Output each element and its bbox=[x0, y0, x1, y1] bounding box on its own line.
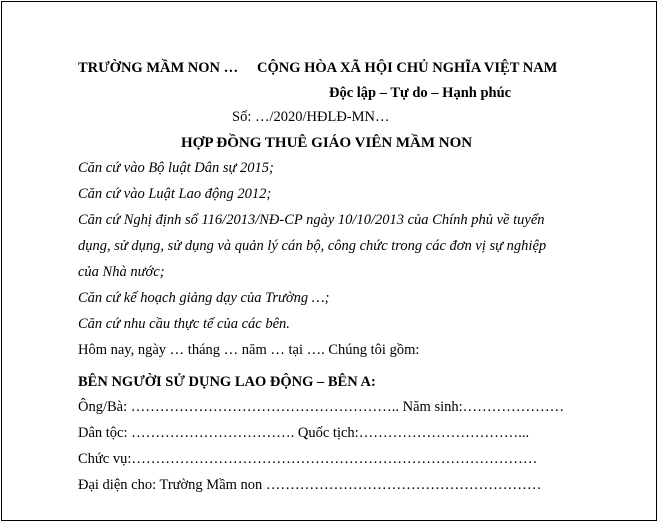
school-name: TRƯỜNG MẦM NON … bbox=[78, 60, 239, 76]
party-a-heading: BÊN NGƯỜI SỬ DỤNG LAO ĐỘNG – BÊN A: bbox=[78, 374, 376, 390]
contract-number: Số: …/2020/HĐLĐ-MN… bbox=[232, 109, 390, 125]
page-border bbox=[1, 1, 657, 521]
legal-basis-3c: của Nhà nước; bbox=[78, 264, 165, 280]
party-a-position-field: Chức vụ:………………………………………………………………………… bbox=[78, 451, 538, 467]
legal-basis-3b: dụng, sử dụng, sử dụng và quản lý cán bộ, công chức trong các đơn vị sự nghiệp bbox=[78, 238, 547, 254]
party-a-represent-field: Đại diện cho: Trường Mầm non ………………………………………………… bbox=[78, 477, 542, 493]
party-a-name-field: Ông/Bà: ……………………………………………….. Năm sinh:………………… bbox=[78, 399, 565, 415]
legal-basis-5: Căn cứ nhu cầu thực tế của các bên. bbox=[78, 316, 290, 332]
motto: Độc lập – Tự do – Hạnh phúc bbox=[329, 85, 512, 101]
legal-basis-1: Căn cứ vào Bộ luật Dân sự 2015; bbox=[78, 160, 274, 176]
party-a-ethnicity-field: Dân tộc: ……………………………. Quốc tịch:……………………………... bbox=[78, 425, 530, 441]
intro-text: Hôm nay, ngày … tháng … năm … tại …. Chúng tôi gồm: bbox=[78, 342, 420, 358]
legal-basis-2: Căn cứ vào Luật Lao động 2012; bbox=[78, 186, 272, 202]
legal-basis-4: Căn cứ kế hoạch giảng dạy của Trường …; bbox=[78, 290, 330, 306]
legal-basis-3a: Căn cứ Nghị định số 116/2013/NĐ-CP ngày 10/10/2013 của Chính phủ về tuyển bbox=[78, 212, 545, 228]
document-title: HỢP ĐỒNG THUÊ GIÁO VIÊN MẦM NON bbox=[181, 135, 473, 151]
republic-name: CỘNG HÒA XÃ HỘI CHỦ NGHĨA VIỆT NAM bbox=[257, 60, 558, 76]
